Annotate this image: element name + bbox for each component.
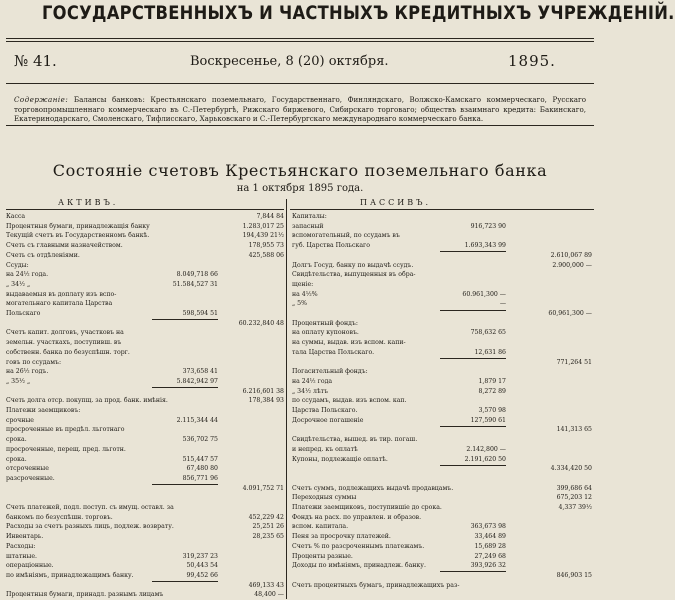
row-label: Долгъ Госуд. банку по выдачѣ ссудъ.: [292, 261, 414, 269]
masthead-title: ГОСУДАРСТВЕННЫХЪ И ЧАСТНЫХЪ КРЕДИТНЫХЪ УЧРЕЖДЕНІЙ.: [42, 2, 675, 24]
row-amount: 916,723 90: [470, 222, 506, 230]
row-label: Счетъ процентныхъ бумагъ, принадлежащихъ раз-: [292, 581, 460, 589]
row-amount: 2.115,344 44: [176, 416, 218, 424]
asset-row: [6, 359, 286, 368]
row-label: отсроченные: [6, 465, 49, 473]
asset-row: [6, 242, 286, 251]
asset-row: [6, 553, 286, 562]
row-label: Проценты разные.: [292, 552, 353, 560]
row-label: Счеть съ главными назначейством.: [6, 242, 123, 250]
row-subtotal: 846,903 15: [556, 571, 592, 579]
row-label: Счеть долга отср. покупщ. за прод. банк. имѣнія.: [6, 397, 168, 405]
row-label: собственн. банка по безуспѣшн. торг.: [6, 348, 130, 356]
liability-row: [292, 514, 594, 523]
asset-row: [6, 232, 286, 241]
liability-row: [292, 543, 594, 552]
row-label: штатные.: [6, 552, 37, 560]
row-amount: 67,480 80: [186, 465, 218, 473]
row-label: на 4½%: [292, 290, 318, 298]
liability-row: [292, 213, 594, 222]
column-header-assets: АКТИВЪ.: [58, 198, 119, 207]
asset-row: [6, 572, 286, 581]
asset-row: [6, 436, 286, 445]
row-amount: 536,702 75: [182, 436, 218, 444]
row-subtotal: 7,844 84: [256, 213, 284, 220]
asset-row: [6, 465, 286, 474]
row-amount: 393,926 32: [470, 562, 506, 570]
row-label: Переходныя суммы: [292, 494, 357, 502]
liability-row: [292, 271, 594, 280]
liability-row: [292, 426, 594, 435]
asset-row: [6, 514, 286, 523]
row-label: Счетъ суммъ, подлежащихъ выдачѣ продавцамъ.: [292, 484, 454, 492]
row-label: Процентныя бумаги, принадлежащія банку: [6, 222, 150, 230]
row-subtotal: 4.334,420 50: [550, 465, 592, 473]
liability-row: [292, 349, 594, 358]
row-subtotal: 178,384 93: [248, 397, 284, 405]
asset-row: [6, 417, 286, 426]
row-label: Досрочное погашеніе: [292, 416, 364, 424]
row-label: просроченные, перещ. пред. льготн.: [6, 445, 126, 453]
row-label: Процентныя бумаги, принадл. разнымъ лицамъ: [6, 591, 164, 599]
row-amount: 33,464 89: [474, 533, 506, 541]
row-label: Счеть платежей, подл. поступ. съ имущ. оставл. за: [6, 504, 174, 511]
subtotal-rule: [440, 358, 506, 359]
asset-row: [6, 591, 286, 600]
asset-row: [6, 300, 286, 309]
asset-row: [6, 252, 286, 261]
row-subtotal: 771,264 51: [556, 358, 592, 366]
issue-year: 1895.: [508, 52, 556, 70]
row-label: Польскаго: [6, 310, 41, 317]
liability-row: [292, 494, 594, 503]
row-subtotal: 4,337 39½: [558, 504, 592, 511]
liability-row: [292, 533, 594, 542]
liability-row: [292, 359, 594, 368]
row-label: Инвентарь.: [6, 533, 44, 541]
row-label: Процентный фондъ:: [292, 319, 358, 327]
asset-row: [6, 407, 286, 416]
liability-row: [292, 485, 594, 494]
row-subtotal: 469,133 43: [248, 581, 284, 589]
row-label: Купоны, подлежащіе оплатѣ.: [292, 455, 388, 463]
row-label: на 26½ годъ.: [6, 368, 49, 376]
liability-row: [292, 223, 594, 232]
row-amount: 50,443 54: [186, 562, 218, 570]
row-amount: 8.049,718 66: [176, 271, 218, 279]
asset-row: [6, 378, 286, 387]
row-amount: 3,570 98: [478, 407, 506, 414]
row-label: Капиталы:: [292, 213, 327, 220]
row-amount: 373,658 41: [182, 368, 218, 376]
asset-row: [6, 426, 286, 435]
row-amount: 5.842,942 97: [176, 377, 218, 385]
asset-row: [6, 281, 286, 290]
liability-row: [292, 407, 594, 416]
row-amount: 127,590 61: [470, 416, 506, 424]
liability-row: [292, 456, 594, 465]
row-label: на суммы, выдав. изъ вспом. капи-: [292, 339, 406, 347]
row-amount: 2.191,620 50: [464, 455, 506, 463]
liability-row: [292, 572, 594, 581]
subtotal-rule: [440, 310, 506, 311]
asset-row: [6, 368, 286, 377]
row-amount: 2.142,800 —: [466, 445, 506, 453]
liability-row: [292, 262, 594, 271]
row-amount: 856,771 96: [182, 474, 218, 482]
row-label: на 24½ года.: [6, 271, 49, 279]
liability-row: [292, 504, 594, 513]
row-label: Счетъ капит. долговъ, участковъ на: [6, 329, 124, 337]
asset-row: [6, 310, 286, 319]
asset-row: [6, 388, 286, 397]
liability-row: [292, 232, 594, 241]
liability-row: [292, 523, 594, 532]
row-label: срочные: [6, 416, 34, 424]
row-label: тала Царства Польскаго.: [292, 348, 375, 356]
row-subtotal: 1.283,017 25: [242, 222, 284, 230]
row-label: „ 5%: [292, 300, 307, 308]
issue-number: № 41.: [14, 52, 57, 70]
row-label: щеніе:: [292, 280, 314, 288]
asset-row: [6, 475, 286, 484]
row-label: вспом. капитала.: [292, 523, 349, 531]
contents-text: Балансы банковъ: Крестьянскаго поземельнаго, Государственнаго, Финляндскаго, Волжско-Камскаго коммерческаго, Русскаго торговопромышленнаго коммерческаго въ С.-Петербургѣ, Рижскаго биржевого, Сибирскаго торговаго; обществъ взаимнаго кредита: Бакинскаго, Екатеринодарскаго, Смоленскаго, Тифлисскаго, Харьковскаго и С.-Петербургскаго международнаго коммерческаго банка.: [14, 95, 586, 124]
row-amount: 12,631 86: [474, 348, 506, 356]
asset-row: [6, 291, 286, 300]
row-label: на оплату купоновъ.: [292, 329, 359, 337]
liability-row: [292, 553, 594, 562]
row-label: просроченные въ предѣл. льготнаго: [6, 426, 125, 434]
subtotal-rule: [440, 426, 506, 427]
liability-row: [292, 242, 594, 251]
row-label: могательнаго капитала Царства: [6, 300, 113, 308]
row-label: Пеня за просрочку платежей.: [292, 533, 391, 541]
row-subtotal: 4.091,752 71: [242, 484, 284, 492]
liability-row: [292, 436, 594, 445]
report-title: Состояніе счетовъ Крестьянскаго поземельнаго банка: [52, 161, 548, 180]
asset-row: [6, 494, 286, 503]
asset-row: [6, 223, 286, 232]
asset-row: [6, 271, 286, 280]
contents-label: Содержаніе:: [14, 95, 69, 104]
liability-row: [292, 252, 594, 261]
liability-row: [292, 446, 594, 455]
row-subtotal: 25,251 26: [252, 523, 284, 531]
row-label: „ 35½ „: [6, 377, 31, 385]
liability-row: [292, 339, 594, 348]
row-subtotal: 399,686 64: [556, 484, 592, 492]
row-subtotal: 2.900,000 —: [552, 261, 592, 269]
asset-row: [6, 446, 286, 455]
row-label: „ 34½ лѣтъ: [292, 387, 329, 395]
row-amount: 515,447 57: [182, 455, 218, 463]
row-amount: 60.961,300 —: [462, 290, 506, 298]
subtotal-rule: [440, 465, 506, 466]
row-label: Счетъ % по разсроченнымъ платежамъ.: [292, 542, 425, 550]
asset-row: [6, 523, 286, 532]
row-label: говъ по ссудамъ:: [6, 358, 62, 366]
subtotal-rule: [152, 319, 218, 320]
asset-row: [6, 339, 286, 348]
liability-row: [292, 417, 594, 426]
row-label: выдаваемыя въ доплату изъ вспо-: [6, 290, 117, 298]
row-label: Расходы:: [6, 542, 36, 550]
liability-row: [292, 465, 594, 474]
asset-row: [6, 329, 286, 338]
row-label: по имѣніямъ, принадлежащимъ банку.: [6, 571, 134, 579]
liability-row: [292, 320, 594, 329]
row-amount: 1.693,343 99: [464, 242, 506, 250]
row-label: банкомъ по безуспѣшн. торговъ.: [6, 513, 113, 521]
row-label: запасный: [292, 222, 324, 230]
liability-row: [292, 562, 594, 571]
row-label: вспомогательный, по ссудамъ въ: [292, 232, 400, 240]
liability-row: [292, 582, 594, 591]
row-subtotal: 141,313 65: [556, 426, 592, 434]
asset-row: [6, 485, 286, 494]
row-label: Платежи заемщиковъ:: [6, 407, 81, 414]
row-amount: 99,452 66: [186, 571, 218, 579]
row-label: Касса: [6, 213, 26, 220]
row-label: по ссудамъ, выдав. изъ вспом. кап.: [292, 397, 407, 405]
liability-row: [292, 368, 594, 377]
row-label: Доходы по имѣніямъ, принадлеж. банку.: [292, 562, 426, 570]
liability-row: [292, 310, 594, 319]
asset-row: [6, 349, 286, 358]
asset-row: [6, 397, 286, 406]
liability-row: [292, 329, 594, 338]
column-header-liabilities: ПАССИВЪ.: [360, 198, 432, 207]
row-label: Свидѣтельства, вышед. въ тир. погаш.: [292, 436, 418, 444]
liability-row: [292, 397, 594, 406]
row-label: земельн. участкахъ, поступивш. въ: [6, 339, 122, 347]
row-label: Фондъ на расх. по управлен. и образов.: [292, 513, 422, 521]
row-subtotal: 48,400 —: [254, 591, 284, 599]
row-amount: 1,879 17: [478, 377, 506, 385]
row-label: губ. Царства Польскаго: [292, 242, 371, 250]
liability-row: [292, 378, 594, 387]
row-amount: 8,272 89: [478, 387, 506, 395]
subtotal-rule: [152, 484, 218, 485]
asset-row: [6, 543, 286, 552]
row-amount: 15,689 28: [474, 542, 506, 550]
row-label: Счеть съ отдѣленіями.: [6, 251, 80, 259]
row-amount: 758,632 65: [470, 329, 506, 337]
row-label: Погасительный фондъ:: [292, 368, 368, 376]
row-subtotal: 194,439 21½: [242, 232, 284, 240]
row-label: Свидѣтельства, выпущенныя въ обра-: [292, 271, 416, 279]
asset-row: [6, 504, 286, 513]
asset-row: [6, 562, 286, 571]
issue-date: Воскресенье, 8 (20) октября.: [190, 54, 389, 69]
subtotal-rule: [440, 571, 506, 572]
asset-row: [6, 456, 286, 465]
row-label: Расходы за счетъ разныхъ лицъ, подлеж. возврату.: [6, 523, 174, 531]
row-amount: 51.584,527 31: [172, 280, 218, 288]
row-amount: 319,237 23: [182, 552, 218, 560]
row-subtotal: 178,955 73: [248, 242, 284, 250]
subtotal-rule: [440, 251, 506, 252]
row-label: Текущій счетъ въ Государственномъ банкѣ.: [6, 232, 150, 240]
liability-row: [292, 281, 594, 290]
row-subtotal: 452,229 42: [248, 513, 284, 521]
report-date: на 1 октября 1895 года.: [236, 183, 364, 194]
asset-row: [6, 213, 286, 222]
asset-row: [6, 533, 286, 542]
row-label: на 24½ года: [292, 377, 333, 385]
row-label: срока.: [6, 455, 27, 463]
row-amount: 598,594 51: [182, 310, 218, 317]
asset-row: [6, 582, 286, 591]
liability-row: [292, 475, 594, 484]
row-amount: —: [499, 300, 506, 308]
row-subtotal: 6.216,601 38: [242, 387, 284, 395]
row-amount: 363,673 98: [470, 523, 506, 531]
subtotal-rule: [152, 387, 218, 388]
row-label: Платежи заемщиковъ, поступившіе до срока.: [292, 504, 442, 511]
row-subtotal: 28,235 65: [252, 533, 284, 541]
row-subtotal: 60.232,840 48: [238, 319, 284, 327]
row-subtotal: 425,588 06: [248, 251, 284, 259]
row-label: Царства Польскаго.: [292, 407, 358, 414]
asset-row: [6, 262, 286, 271]
row-amount: 27,249 68: [474, 552, 506, 560]
row-label: разсроченные.: [6, 474, 55, 482]
row-label: операціонные.: [6, 562, 54, 570]
row-label: срока.: [6, 436, 27, 444]
liability-row: [292, 291, 594, 300]
row-subtotal: 2.610,067 89: [550, 251, 592, 259]
row-label: и непред. къ оплатѣ: [292, 445, 358, 453]
row-subtotal: 60,961,300 —: [548, 310, 592, 317]
row-subtotal: 675,203 12: [556, 494, 592, 502]
subtotal-rule: [152, 581, 218, 582]
row-label: „ 34½ „: [6, 280, 31, 288]
asset-row: [6, 320, 286, 329]
liability-row: [292, 300, 594, 309]
row-label: Ссуды:: [6, 261, 29, 269]
liability-row: [292, 388, 594, 397]
